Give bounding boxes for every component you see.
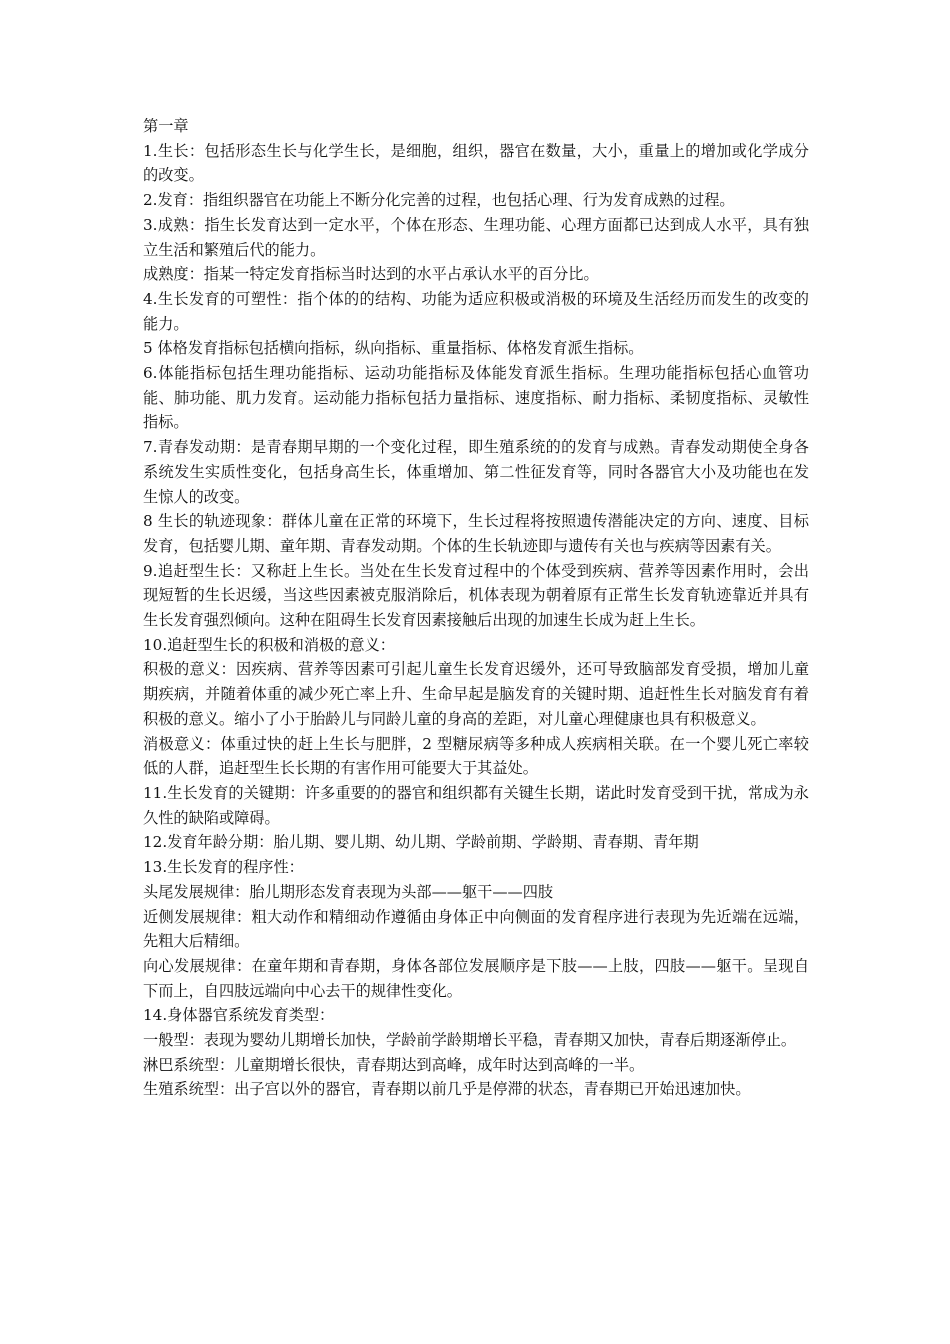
paragraph-proximodistal: 近侧发展规律：粗大动作和精细动作遵循由身体正中向侧面的发育程序进行表现为先近端在远端，先粗大后精细。	[143, 907, 809, 951]
paragraph-negative-significance: 消极意义：体重过快的赶上生长与肥胖，2 型糖尿病等多种成人疾病相关联。在一个婴儿死亡率较低的人群，追赶型生长长期的有害作用可能要大于其益处。	[143, 734, 809, 778]
paragraph-centripetal: 向心发展规律：在童年期和青春期，身体各部位发展顺序是下肢——上肢，四肢——躯干。呈现自下而上，自四肢远端向中心去干的规律性变化。	[143, 956, 809, 1000]
document-page	[143, 114, 809, 1102]
paragraph-maturity: 3.成熟：指生长发育达到一定水平，个体在形态、生理功能、心理方面都已达到成人水平，具有独立生活和繁殖后代的能力。	[143, 215, 809, 259]
paragraph-catch-up-significance: 10.追赶型生长的积极和消极的意义：	[143, 635, 395, 654]
chapter-heading: 第一章	[143, 117, 189, 135]
paragraph-critical-period: 11.生长发育的关键期：许多重要的的器官和组织都有关键生长期，诺此时发育受到干扰，常成为永久性的缺陷或障碍。	[143, 783, 809, 827]
paragraph-age-stages: 12.发育年龄分期：胎儿期、婴儿期、幼儿期、学龄前期、学龄期、青春期、青年期	[143, 833, 699, 852]
paragraph-sequence: 13.生长发育的程序性：	[143, 858, 304, 877]
paragraph-plasticity: 4.生长发育的可塑性：指个体的的结构、功能为适应积极或消极的环境及生活经历而发生的改变的能力。	[143, 289, 809, 333]
paragraph-fitness-indicators: 6.体能指标包括生理功能指标、运动功能指标及体能发育派生指标。生理功能指标包括心血管功能、肺功能、肌力发育。运动能力指标包括力量指标、速度指标、耐力指标、柔韧度指标、灵敏性指标。	[143, 364, 809, 432]
paragraph-positive-significance: 积极的意义：因疾病、营养等因素可引起儿童生长发育迟缓外，还可导致脑部发育受损，增加儿童期疾病，并随着体重的减少死亡率上升、生命早起是脑发育的关键时期、追赶性生长对脑发育有着积极的意义。缩小了小于胎龄儿与同龄儿童的身高的差距，对儿童心理健康也具有积极意义。	[143, 660, 809, 728]
paragraph-growth-trajectory: 8 生长的轨迹现象：群体儿童在正常的环境下，生长过程将按照遗传潜能决定的方向、速度、目标发育，包括婴儿期、童年期、青春发动期。个体的生长轨迹即与遗传有关也与疾病等因素有关。	[143, 512, 809, 555]
paragraph-puberty: 7.青春发动期：是青春期早期的一个变化过程，即生殖系统的的发育与成熟。青春发动期使全身各系统发生实质性变化，包括身高生长，体重增加、第二性征发育等，同时各器官大小及功能也在发生惊人的改变。	[143, 438, 809, 506]
paragraph-maturity-degree: 成熟度：指某一特定发育指标当时达到的水平占承认水平的百分比。	[143, 265, 599, 284]
paragraph-general-type: 一般型：表现为婴幼儿期增长加快，学龄前学龄期增长平稳，青春期又加快，青春后期逐渐停止。	[143, 1031, 797, 1050]
paragraph-catch-up-growth: 9.追赶型生长：又称赶上生长。当处在生长发育过程中的个体受到疾病、营养等因素作用时，会出现短暂的生长迟缓，当这些因素被克服消除后，机体表现为朝着原有正常生长发育轨迹靠近并具有生长发育强烈倾向。这种在阻碍生长发育因素接触后出现的加速生长成为赶上生长。	[143, 561, 809, 630]
paragraph-development: 2.发育：指组织器官在功能上不断分化完善的过程，也包括心理、行为发育成熟的过程。	[143, 191, 735, 210]
paragraph-reproductive-type: 生殖系统型：出子宫以外的器官，青春期以前几乎是停滞的状态，青春期已开始迅速加快。	[143, 1080, 751, 1099]
paragraph-physique-indicators: 5 体格发育指标包括横向指标，纵向指标、重量指标、体格发育派生指标。	[143, 339, 644, 358]
paragraph-cephalocaudal: 头尾发展规律：胎儿期形态发育表现为头部——躯干——四肢	[143, 882, 554, 901]
paragraph-organ-types: 14.身体器官系统发育类型：	[143, 1006, 335, 1025]
paragraph-lymphatic-type: 淋巴系统型：儿童期增长很快，青春期达到高峰，成年时达到高峰的一半。	[143, 1055, 645, 1074]
paragraph-growth: 1.生长：包括形态生长与化学生长，是细胞，组织，器官在数量，大小，重量上的增加或化学成分的改变。	[143, 141, 809, 185]
